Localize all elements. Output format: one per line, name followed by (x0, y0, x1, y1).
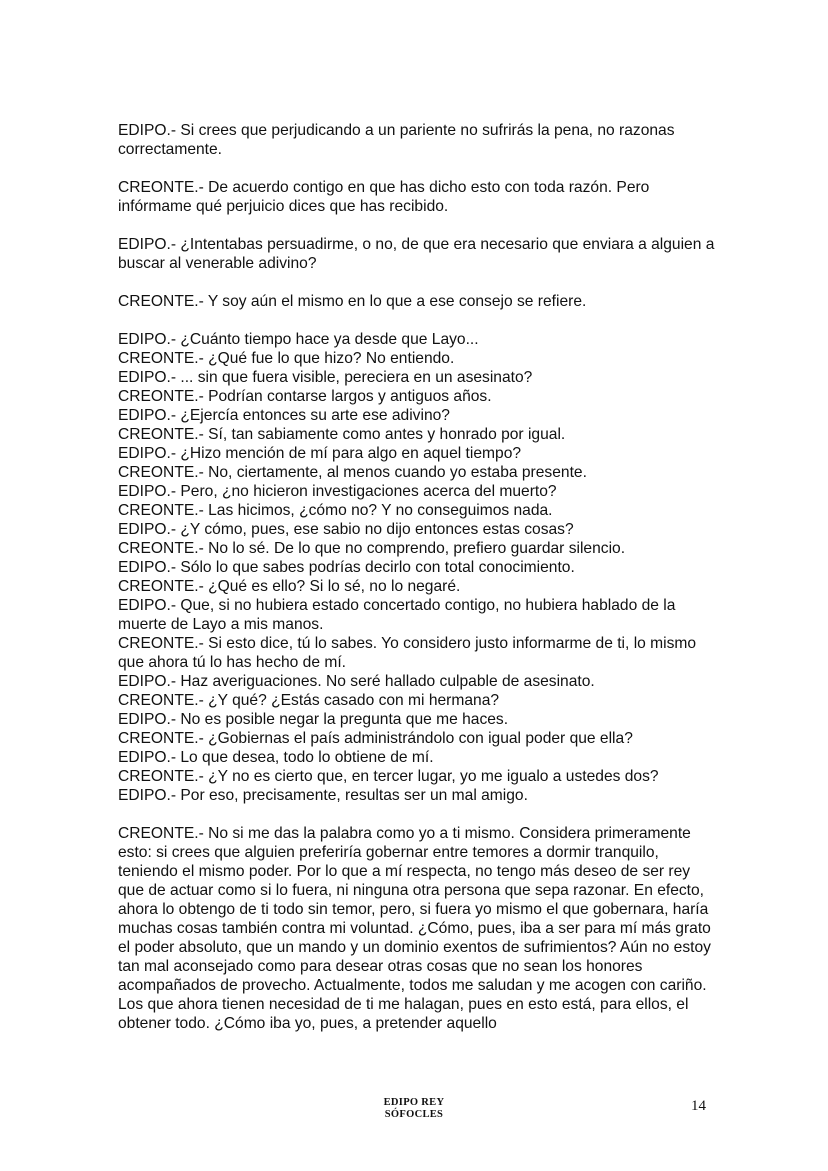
paragraph-creonte-long: CREONTE.- No si me das la palabra como yo a ti mismo. Considera primeramente esto: si crees que alguien preferiría gobernar entre temores a dormir tranquilo, teniendo el mismo poder. Por lo que a mí respecta, no tengo más deseo de ser rey que de actuar como si lo fuera, ni ninguna otra persona que sepa razonar. En efecto, ahora lo obtengo de ti todo sin temor, pero, si fuera yo mismo el que gobernara, haría muchas cosas también contra mi voluntad. ¿Cómo, pues, iba a ser para mí más grato el poder absoluto, que un mando y un dominio exentos de sufrimientos? Aún no estoy tan mal aconsejado como para desear otras cosas que no sean los honores acompañados de provecho. Actualmente, todos me saludan y me acogen con cariño. Los que ahora tienen necesidad de ti me halagan, pues en esto está, para ellos, el obtener todo. ¿Cómo iba yo, pues, a pretender aquello (118, 825, 711, 1032)
paragraph-creonte-1: CREONTE.- De acuerdo contigo en que has dicho esto con toda razón. Pero infórmame qué perjuicio dices que has recibido. (118, 179, 650, 215)
dialogue-line: CREONTE.- Sí, tan sabiamente como antes y honrado por igual. (118, 426, 566, 443)
dialogue-line: CREONTE.- No lo sé. De lo que no comprendo, prefiero guardar silencio. (118, 540, 626, 557)
dialogue-line: EDIPO.- Que, si no hubiera estado concertado contigo, no hubiera hablado de la muerte de Layo a mis manos. (118, 597, 676, 633)
paragraph-creonte-2: CREONTE.- Y soy aún el mismo en lo que a ese consejo se refiere. (118, 293, 587, 310)
dialogue-line: EDIPO.- Lo que desea, todo lo obtiene de mí. (118, 749, 434, 766)
dialogue-line: CREONTE.- Las hicimos, ¿cómo no? Y no conseguimos nada. (118, 502, 553, 519)
dialogue-line: CREONTE.- ¿Y no es cierto que, en tercer lugar, yo me igualo a ustedes dos? (118, 768, 659, 785)
footer-work-title: EDIPO REY (383, 1097, 445, 1108)
dialogue-line: EDIPO.- No es posible negar la pregunta que me haces. (118, 711, 509, 728)
dialogue-line: EDIPO.- ¿Y cómo, pues, ese sabio no dijo entonces estas cosas? (118, 521, 574, 538)
dialogue-line: CREONTE.- ¿Qué fue lo que hizo? No entiendo. (118, 350, 455, 367)
dialogue-line: CREONTE.- ¿Gobiernas el país administrándolo con igual poder que ella? (118, 730, 633, 747)
dialogue-line: EDIPO.- Pero, ¿no hicieron investigaciones acerca del muerto? (118, 483, 557, 500)
dialogue-line: EDIPO.- Haz averiguaciones. No seré hallado culpable de asesinato. (118, 673, 595, 690)
dialogue-line: EDIPO.- ¿Ejercía entonces su arte ese adivino? (118, 407, 450, 424)
dialogue-line: CREONTE.- Si esto dice, tú lo sabes. Yo considero justo informarme de ti, lo mismo que ahora tú lo has hecho de mí. (118, 635, 697, 671)
dialogue-line: CREONTE.- ¿Y qué? ¿Estás casado con mi hermana? (118, 692, 500, 709)
page-body (118, 121, 716, 1052)
paragraph-edipo-2: EDIPO.- ¿Intentabas persuadirme, o no, de que era necesario que enviara a alguien a buscar al venerable adivino? (118, 236, 715, 272)
dialogue-line: CREONTE.- No, ciertamente, al menos cuando yo estaba presente. (118, 464, 587, 481)
dialogue-line: EDIPO.- Por eso, precisamente, resultas ser un mal amigo. (118, 787, 528, 804)
dialogue-line: CREONTE.- Podrían contarse largos y antiguos años. (118, 388, 492, 405)
dialogue-line: EDIPO.- Sólo lo que sabes podrías decirlo con total conocimiento. (118, 559, 575, 576)
footer-author: SÓFOCLES (384, 1109, 444, 1120)
dialogue-line: EDIPO.- ¿Cuánto tiempo hace ya desde que Layo... (118, 331, 479, 348)
dialogue-line: CREONTE.- ¿Qué es ello? Si lo sé, no lo negaré. (118, 578, 461, 595)
dialogue-line: EDIPO.- ... sin que fuera visible, pereciera en un asesinato? (118, 369, 533, 386)
paragraph-edipo-1: EDIPO.- Si crees que perjudicando a un pariente no sufrirás la pena, no razonas correctamente. (118, 122, 675, 158)
page-number: 14 (691, 1098, 706, 1114)
dialogue-block (118, 330, 716, 805)
dialogue-line: EDIPO.- ¿Hizo mención de mí para algo en aquel tiempo? (118, 445, 522, 462)
